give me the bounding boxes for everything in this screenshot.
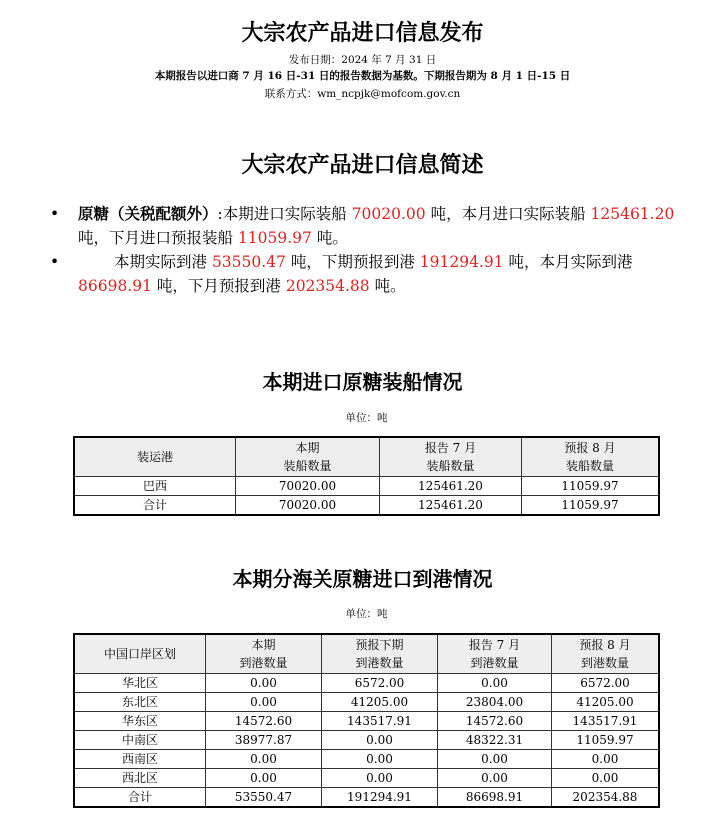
table-header-row: [74, 437, 659, 477]
table-cell: 6572.00: [552, 674, 660, 693]
table-cell: 11059.97: [552, 731, 660, 750]
publish-date: 发布日期：2024 年 7 月 31 日: [288, 54, 437, 66]
header-text: 本期: [251, 638, 276, 652]
header-text: 报告 7 月: [424, 441, 477, 455]
column-header: [438, 634, 552, 674]
summary-text: 吨，下期预报到港: [285, 253, 420, 271]
table-row: [74, 496, 659, 516]
table-cell: 华东区: [74, 712, 206, 731]
table-row: [74, 712, 659, 731]
column-header: [522, 437, 660, 477]
summary-text: 吨。: [311, 229, 348, 247]
table-cell: 11059.97: [522, 496, 660, 516]
table-cell: 6572.00: [322, 674, 438, 693]
header-text: 装运港: [136, 450, 173, 464]
table-cell: 125461.20: [380, 477, 522, 496]
column-header: [322, 634, 438, 674]
table-cell: 70020.00: [236, 477, 380, 496]
summary-value: 125461.20: [590, 205, 675, 223]
bullet-dot-icon: •: [50, 253, 60, 271]
summary-bullet-arrival: [50, 250, 690, 298]
header-text: 预报 8 月: [579, 638, 631, 652]
table-cell: 0.00: [322, 750, 438, 769]
column-header: [552, 634, 660, 674]
table-cell: 巴西: [74, 477, 236, 496]
summary-title: 大宗农产品进口信息简述: [241, 153, 484, 178]
table-cell: 0.00: [206, 750, 322, 769]
column-header: [74, 634, 206, 674]
page-title: 大宗农产品进口信息发布: [241, 21, 484, 46]
table-row: [74, 693, 659, 712]
summary-value: 191294.91: [419, 253, 504, 271]
summary-value: 53550.47: [211, 253, 286, 271]
table-cell: 86698.91: [438, 788, 552, 808]
table-cell: 合计: [74, 496, 236, 516]
table-cell: 125461.20: [380, 496, 522, 516]
shipping-unit-label: 单位：吨: [345, 412, 388, 424]
summary-value: 86698.91: [78, 277, 152, 295]
table-cell: 0.00: [552, 769, 660, 788]
summary-text: 吨，下月预报到港: [151, 277, 286, 295]
column-header: [74, 437, 236, 477]
table-cell: 14572.60: [438, 712, 552, 731]
table-cell: 0.00: [552, 750, 660, 769]
header-text: 本期: [295, 441, 320, 455]
table-cell: 0.00: [438, 769, 552, 788]
summary-text: 吨，本月实际到港: [503, 253, 633, 271]
header-text: 到港数量: [239, 656, 288, 670]
table-cell: 华北区: [74, 674, 206, 693]
table-cell: 西北区: [74, 769, 206, 788]
table-cell: 14572.60: [206, 712, 322, 731]
header-text: 到港数量: [355, 656, 404, 670]
table-cell: 0.00: [438, 674, 552, 693]
column-header: [206, 634, 322, 674]
shipping-section-title: 本期进口原糖装船情况: [262, 370, 463, 394]
header-text: 装船数量: [426, 459, 475, 473]
report-period-notice: 本期报告以进口商 7 月 16 日-31 日的报告数据为基数。下期报告期为 8 月 1 日-15 日: [154, 70, 571, 82]
table-cell: 41205.00: [552, 693, 660, 712]
table-cell: 中南区: [74, 731, 206, 750]
header-text: 中国口岸区划: [103, 647, 176, 661]
table-cell: 11059.97: [522, 477, 660, 496]
header-text: 装船数量: [283, 459, 332, 473]
summary-text: :本期进口实际装船: [217, 205, 352, 223]
table-row: [74, 674, 659, 693]
commodity-label: 原糖（关税配额外）: [78, 204, 218, 223]
table-cell: 0.00: [206, 693, 322, 712]
table-row: [74, 788, 659, 808]
table-cell: 53550.47: [206, 788, 322, 808]
header-text: 预报 8 月: [564, 441, 616, 455]
table-cell: 143517.91: [322, 712, 438, 731]
table-cell: 0.00: [322, 769, 438, 788]
contact-email[interactable]: 联系方式：wm_ncpjk@mofcom.gov.cn: [264, 88, 461, 100]
shipping-table: [73, 436, 660, 516]
summary-text: 吨，本月进口实际装船: [425, 205, 591, 223]
summary-text: 吨。: [369, 277, 406, 295]
header-text: 到港数量: [470, 656, 519, 670]
table-cell: 东北区: [74, 693, 206, 712]
summary-bullet-shipping: [50, 202, 690, 250]
summary-value: 70020.00: [351, 205, 426, 223]
table-cell: 0.00: [206, 769, 322, 788]
table-cell: 西南区: [74, 750, 206, 769]
table-cell: 0.00: [322, 731, 438, 750]
column-header: [380, 437, 522, 477]
table-cell: 143517.91: [552, 712, 660, 731]
table-cell: 0.00: [438, 750, 552, 769]
header-text: 预报下期: [355, 638, 404, 652]
summary-text: 本期实际到港: [114, 253, 212, 271]
arrival-section-title: 本期分海关原糖进口到港情况: [232, 567, 493, 591]
table-header-row: [74, 634, 659, 674]
table-cell: 202354.88: [552, 788, 660, 808]
summary-value: 11059.97: [237, 229, 312, 247]
table-row: [74, 731, 659, 750]
table-cell: 23804.00: [438, 693, 552, 712]
table-cell: 38977.87: [206, 731, 322, 750]
table-cell: 191294.91: [322, 788, 438, 808]
table-cell: 70020.00: [236, 496, 380, 516]
bullet-dot-icon: •: [50, 205, 60, 223]
arrival-table: [73, 633, 660, 808]
arrival-unit-label: 单位：吨: [345, 608, 388, 620]
table-cell: 41205.00: [322, 693, 438, 712]
summary-text: 吨，下月进口预报装船: [78, 229, 238, 247]
summary-list: [50, 202, 690, 298]
table-cell: 0.00: [206, 674, 322, 693]
header-text: 报告 7 月: [468, 638, 521, 652]
table-row: [74, 750, 659, 769]
table-cell: 合计: [74, 788, 206, 808]
header-text: 装船数量: [565, 459, 614, 473]
header-text: 到港数量: [580, 656, 629, 670]
table-row: [74, 769, 659, 788]
table-row: [74, 477, 659, 496]
column-header: [236, 437, 380, 477]
table-cell: 48322.31: [438, 731, 552, 750]
summary-value: 202354.88: [285, 277, 370, 295]
